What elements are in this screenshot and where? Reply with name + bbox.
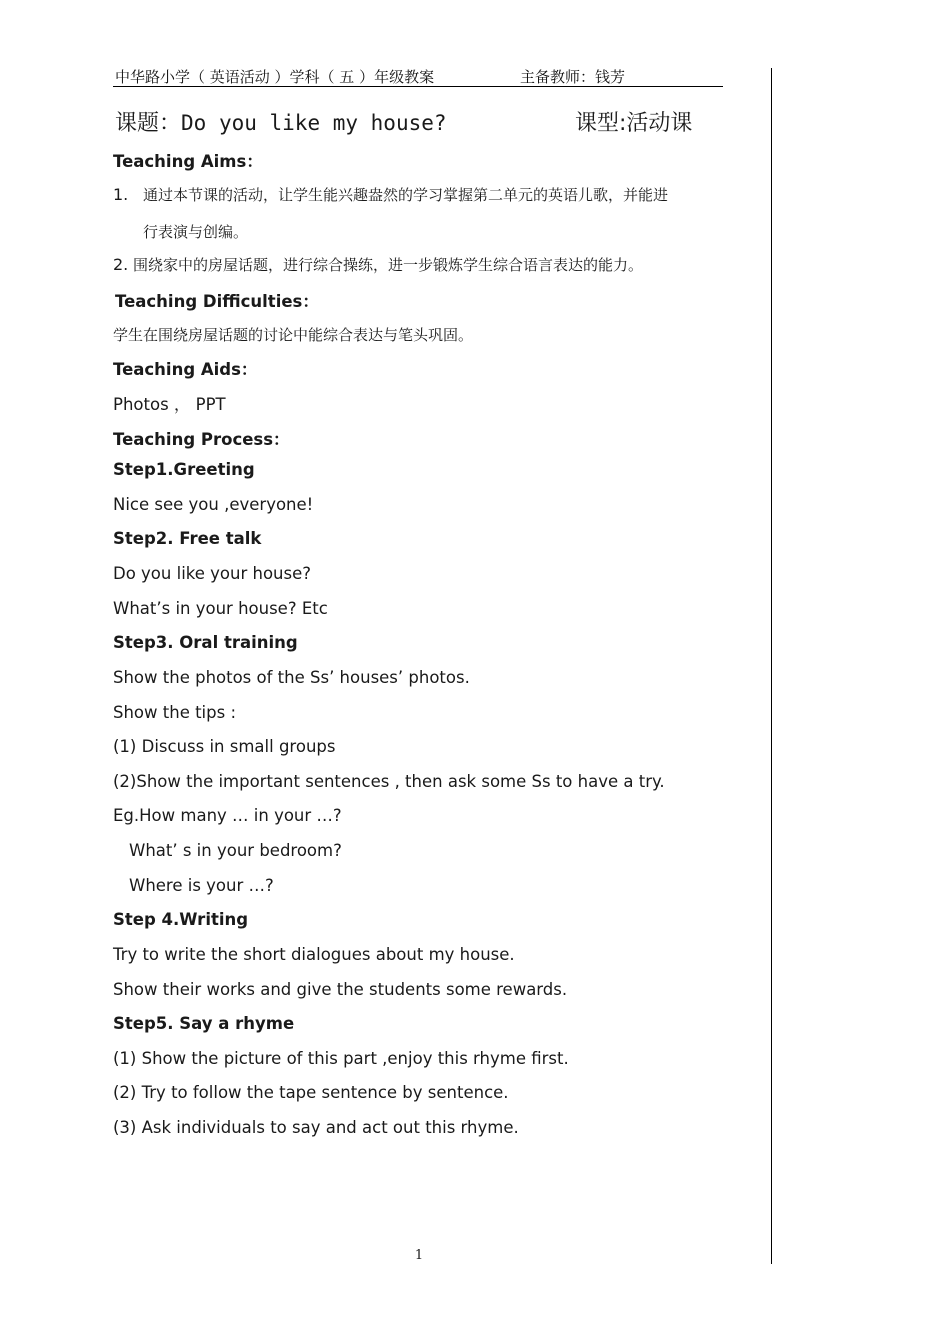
step4-title: Step 4.Writing xyxy=(113,910,249,929)
step4-line: Show their works and give the students some rewards. xyxy=(113,980,568,999)
step5-line: (1) Show the picture of this part ,enjoy this rhyme first. xyxy=(113,1049,569,1068)
aims-item-1-text: 通过本节课的活动，让学生能兴趣盎然的学习掌握第二单元的英语儿歌，并能进 xyxy=(143,186,669,204)
lesson-topic xyxy=(115,106,447,137)
step5-line: (2) Try to follow the tape sentence by sentence. xyxy=(113,1083,509,1102)
step2-line: What’s in your house? Etc xyxy=(113,599,328,618)
aids-text: Photos ， PPT xyxy=(113,395,226,414)
aims-item-1-continued: 行表演与创编。 xyxy=(143,223,249,241)
difficulties-heading: Teaching Difficulties： xyxy=(115,292,319,311)
page-header xyxy=(113,64,723,87)
step1-line: Nice see you ,everyone! xyxy=(113,495,314,514)
lesson-type: 课型:活动课 xyxy=(575,111,693,136)
aims-heading: Teaching Aims： xyxy=(113,152,263,171)
step3-line: What’ s in your bedroom? xyxy=(129,841,342,860)
step3-line: Show the photos of the Ss’ houses’ photos. xyxy=(113,668,470,687)
aims-item-2-text: 围绕家中的房屋话题，进行综合操练，进一步锻炼学生综合语言表达的能力。 xyxy=(133,256,644,274)
step3-line: Show the tips : xyxy=(113,703,237,722)
header-teacher: 主备教师：钱芳 xyxy=(520,68,626,86)
margin-rule xyxy=(771,68,772,1264)
step5-title: Step5. Say a rhyme xyxy=(113,1014,295,1033)
step3-line: (2)Show the important sentences , then ask some Ss to have a try. xyxy=(113,772,665,791)
aids-heading: Teaching Aids： xyxy=(113,360,258,379)
page-number: 1 xyxy=(414,1248,424,1263)
step3-line: Where is your …? xyxy=(129,876,274,895)
step4-line: Try to write the short dialogues about my house. xyxy=(113,945,515,964)
aims-item-1 xyxy=(113,184,668,205)
step2-title: Step2. Free talk xyxy=(113,529,262,548)
step2-line: Do you like your house? xyxy=(113,564,311,583)
process-heading: Teaching Process： xyxy=(113,430,290,449)
topic-text: Do you like my house? xyxy=(181,111,447,135)
step3-line: (1) Discuss in small groups xyxy=(113,737,336,756)
aims-item-1-number: 1. xyxy=(113,185,129,204)
step5-line: (3) Ask individuals to say and act out this rhyme. xyxy=(113,1118,519,1137)
step1-title: Step1.Greeting xyxy=(113,460,255,479)
step3-title: Step3. Oral training xyxy=(113,633,298,652)
step3-line: Eg.How many … in your …? xyxy=(113,806,342,825)
title-row xyxy=(115,106,725,140)
difficulties-text: 学生在围绕房屋话题的讨论中能综合表达与笔头巩固。 xyxy=(113,326,474,344)
aims-item-2 xyxy=(113,254,643,275)
aims-item-2-number: 2. xyxy=(113,255,129,274)
topic-label: 课题： xyxy=(115,111,182,136)
header-school-subject: 中华路小学（ 英语活动 ）学科（ 五 ）年级教案 xyxy=(115,68,435,86)
